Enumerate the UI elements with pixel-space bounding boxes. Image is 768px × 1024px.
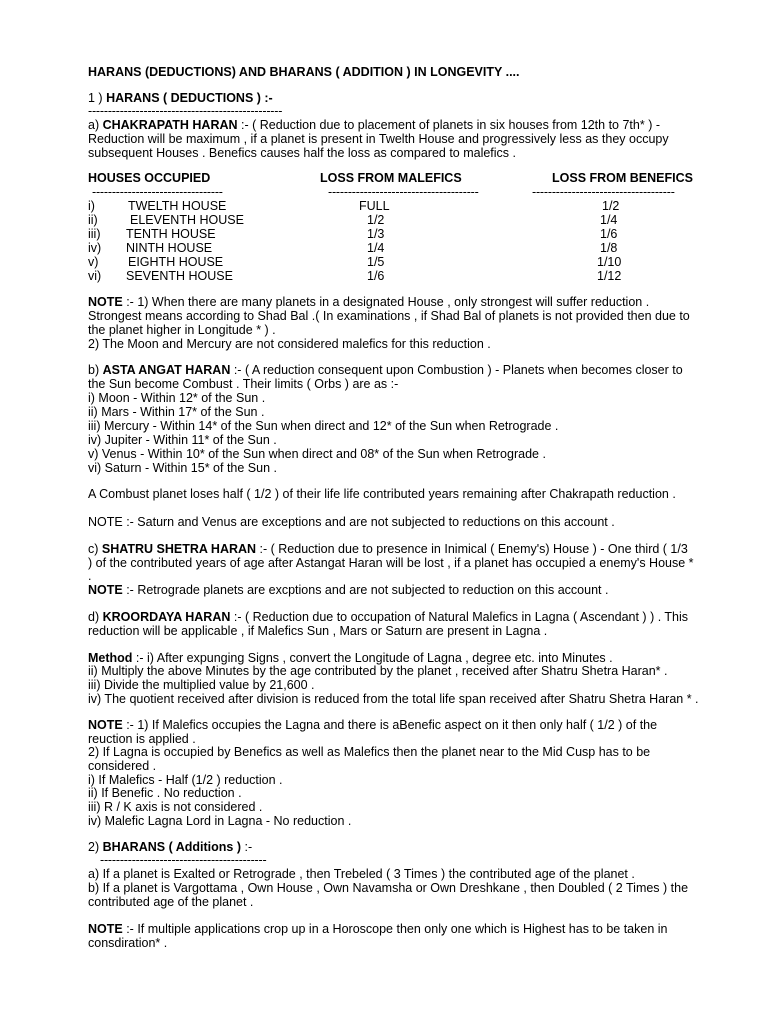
list-item: vi) Saturn - Within 15* of the Sun .	[88, 461, 277, 475]
asta-line1: b) ASTA ANGAT HARAN :- ( A reduction consequent upon Combustion ) - Planets when becomes closer to	[88, 363, 683, 377]
section-heading-bharans: 2) BHARANS ( Additions ) :-	[88, 840, 253, 854]
note2-line6: ii) If Benefic . No reduction .	[88, 786, 242, 800]
note1-line3: the planet higher in Longitude * ) .	[88, 323, 276, 337]
row-number: i)	[88, 199, 95, 213]
chakrapath-line3: subsequent Houses . Benefics causes half the loss as compared to malefics .	[88, 146, 517, 160]
table-underline: ---------------------------------	[92, 185, 223, 199]
row-number: iv)	[88, 241, 102, 255]
note1-line2: Strongest means according to Shad Bal .( In examinations , if Shad Bal of planets is not provided then due to	[88, 309, 690, 323]
table-header-benefics: LOSS FROM BENEFICS	[552, 171, 693, 185]
bharans-a: a) If a planet is Exalted or Retrograde , then Trebeled ( 3 Times ) the contributed age of the planet .	[88, 867, 635, 881]
method-line2: ii) Multiply the above Minutes by the age contributed by the planet , received after Shatru Shetra Haran* .	[88, 664, 668, 678]
row-benefic: 1/4	[600, 213, 618, 227]
table-header-houses: HOUSES OCCUPIED	[88, 171, 211, 185]
row-house: EIGHTH HOUSE	[128, 255, 224, 269]
shatru-line1: c) SHATRU SHETRA HARAN :- ( Reduction due to presence in Inimical ( Enemy's) House ) - One third ( 1/3	[88, 542, 688, 556]
kroor-line2: reduction will be applicable , if Malefics Sun , Mars or Saturn are present in Lagna .	[88, 624, 548, 638]
note1-line4: 2) The Moon and Mercury are not considered malefics for this reduction .	[88, 337, 491, 351]
row-number: vi)	[88, 269, 102, 283]
list-item: iii) Mercury - Within 14* of the Sun when direct and 12* of the Sun when Retrograde .	[88, 419, 559, 433]
chakrapath-line2: Reduction will be maximum , if a planet is present in Twelth House and progressively less as they occupy	[88, 132, 669, 146]
bharans-b-line1: b) If a planet is Vargottama , Own House , Own Navamsha or Own Dreshkane , then Doubled ( 2 Times ) the	[88, 881, 689, 895]
kroor-line1: d) KROORDAYA HARAN :- ( Reduction due to occupation of Natural Malefics in Lagna ( Ascendant ) ) . This	[88, 610, 689, 624]
method-line3: iii) Divide the multiplied value by 21,600 .	[88, 678, 315, 692]
row-benefic: 1/12	[597, 269, 622, 283]
row-malefic: 1/6	[367, 269, 385, 283]
note3-line1: NOTE :- If multiple applications crop up in a Horoscope then only one which is Highest has to be taken in	[88, 922, 668, 936]
list-item: ii) Mars - Within 17* of the Sun .	[88, 405, 265, 419]
note2-line2: reuction is applied .	[88, 732, 196, 746]
row-number: ii)	[88, 213, 98, 227]
note2-line4: considered .	[88, 759, 157, 773]
method-line1: Method :- i) After expunging Signs , convert the Longitude of Lagna , degree etc. into Minutes .	[88, 651, 613, 665]
document-title: HARANS (DEDUCTIONS) AND BHARANS ( ADDITION ) IN LONGEVITY ....	[88, 65, 520, 79]
note2-line5: i) If Malefics - Half (1/2 ) reduction .	[88, 773, 283, 787]
row-malefic: 1/5	[367, 255, 385, 269]
note1-line1: NOTE :- 1) When there are many planets in a designated House , only strongest will suffer reduction .	[88, 295, 650, 309]
row-malefic: 1/3	[367, 227, 385, 241]
chakrapath-line1: a) CHAKRAPATH HARAN :- ( Reduction due to placement of planets in six houses from 12th to 7th* ) -	[88, 118, 660, 132]
row-house: TWELTH HOUSE	[128, 199, 227, 213]
note2-line7: iii) R / K axis is not considered .	[88, 800, 263, 814]
table-underline: --------------------------------------	[328, 185, 479, 199]
row-benefic: 1/10	[597, 255, 622, 269]
row-house: ELEVENTH HOUSE	[130, 213, 244, 227]
list-item: v) Venus - Within 10* of the Sun when direct and 08* of the Sun when Retrograde .	[88, 447, 546, 461]
row-malefic: 1/4	[367, 241, 385, 255]
note2-line8: iv) Malefic Lagna Lord in Lagna - No reduction .	[88, 814, 352, 828]
asta-line2: the Sun become Combust . Their limits ( Orbs ) are as :-	[88, 377, 399, 391]
combust-paragraph: A Combust planet loses half ( 1/2 ) of their life life contributed years remaining after Chakrapath reduction .	[88, 487, 676, 501]
row-malefic: 1/2	[367, 213, 385, 227]
row-malefic: FULL	[359, 199, 390, 213]
shatru-line2: ) of the contributed years of age after Astangat Haran will be lost , if a planet has occupied a enemy's House *	[88, 556, 694, 570]
row-number: iii)	[88, 227, 101, 241]
list-item: iv) Jupiter - Within 11* of the Sun .	[88, 433, 277, 447]
note3-line2: consdiration* .	[88, 936, 168, 950]
row-benefic: 1/6	[600, 227, 618, 241]
method-line4: iv) The quotient received after division is reduced from the total life span received after Shatru Shetra Haran * .	[88, 692, 699, 706]
list-item: i) Moon - Within 12* of the Sun .	[88, 391, 266, 405]
row-benefic: 1/2	[602, 199, 620, 213]
row-benefic: 1/8	[600, 241, 618, 255]
row-house: SEVENTH HOUSE	[126, 269, 233, 283]
bharans-b-line2: contributed age of the planet .	[88, 895, 254, 909]
table-header-malefics: LOSS FROM MALEFICS	[320, 171, 462, 185]
shatru-note: NOTE :- Retrograde planets are excptions and are not subjected to reduction on this account .	[88, 583, 609, 597]
note2-line1: NOTE :- 1) If Malefics occupies the Lagna and there is aBenefic aspect on it then only half ( 1/2 ) of the	[88, 718, 658, 732]
row-number: v)	[88, 255, 99, 269]
row-house: NINTH HOUSE	[126, 241, 213, 255]
asta-note: NOTE :- Saturn and Venus are exceptions and are not subjected to reductions on this account .	[88, 515, 615, 529]
table-underline: ------------------------------------	[532, 185, 675, 199]
row-house: TENTH HOUSE	[126, 227, 216, 241]
section-heading-harans: 1 ) HARANS ( DEDUCTIONS ) :-	[88, 91, 273, 105]
note2-line3: 2) If Lagna is occupied by Benefics as well as Malefics then the planet near to the Mid Cusp has to be	[88, 745, 651, 759]
section-underline: -------------------------------------------------	[88, 104, 283, 118]
shatru-line3: .	[88, 569, 92, 583]
section-underline: ------------------------------------------	[100, 853, 267, 867]
